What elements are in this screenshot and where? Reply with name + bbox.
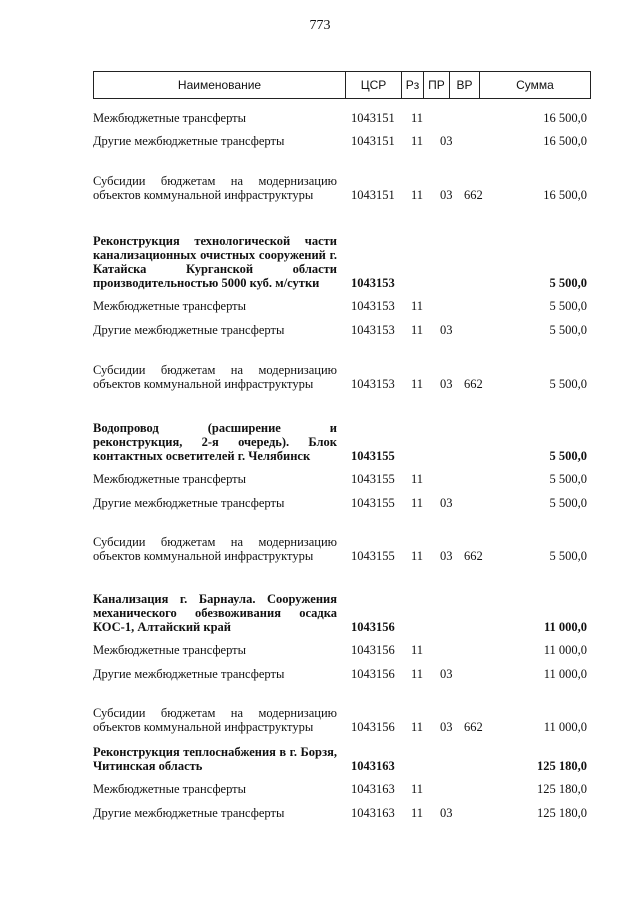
header-sum: Сумма xyxy=(516,78,554,92)
table-row xyxy=(93,149,591,203)
row-sum: 5 500,0 xyxy=(549,299,587,313)
row-sum: 5 500,0 xyxy=(549,323,587,337)
row-sum: 5 500,0 xyxy=(549,496,587,510)
row-name: Межбюджетные трансферты xyxy=(93,299,247,313)
row-pr: 03 xyxy=(440,667,453,681)
row-csr: 1043156 xyxy=(351,643,395,657)
row-rz: 11 xyxy=(411,667,424,681)
row-sum: 125 180,0 xyxy=(537,806,587,820)
row-name: Реконструкция технологической части канализационных очистных сооружений г. Катайска Курганской области производительностью 5000 куб. м/сутки xyxy=(93,234,337,290)
row-pr: 03 xyxy=(440,549,453,563)
row-csr: 1043156 xyxy=(351,667,395,681)
row-name: Реконструкция теплоснабжения в г. Борзя, Читинская область xyxy=(93,745,337,773)
row-csr: 1043153 xyxy=(351,299,395,313)
header-name: Наименование xyxy=(94,72,346,98)
row-sum: 11 000,0 xyxy=(543,720,587,734)
row-pr: 03 xyxy=(440,134,453,148)
row-csr: 1043151 xyxy=(351,188,395,202)
row-rz: 11 xyxy=(411,134,424,148)
row-sum: 5 500,0 xyxy=(549,276,587,290)
row-rz: 11 xyxy=(411,643,424,657)
row-rz: 11 xyxy=(411,782,424,796)
row-sum: 5 500,0 xyxy=(549,472,587,486)
table-row xyxy=(93,392,591,464)
row-sum: 5 500,0 xyxy=(549,449,587,463)
row-rz: 11 xyxy=(411,377,424,391)
table-row xyxy=(93,464,591,487)
row-sum: 11 000,0 xyxy=(543,643,587,657)
row-name: Субсидии бюджетам на модернизацию объектов коммунальной инфраструктуры xyxy=(93,706,337,734)
row-csr: 1043153 xyxy=(351,276,395,290)
row-csr: 1043151 xyxy=(351,111,395,125)
table-row xyxy=(93,635,591,658)
table-row xyxy=(93,314,591,338)
row-name: Межбюджетные трансферты xyxy=(93,111,247,125)
row-csr: 1043153 xyxy=(351,323,395,337)
row-name: Канализация г. Барнаула. Сооружения механического обезвоживания осадка КОС-1, Алтайский край xyxy=(93,592,337,634)
row-csr: 1043163 xyxy=(351,782,395,796)
row-vr: 662 xyxy=(464,720,483,734)
row-rz: 11 xyxy=(411,472,424,486)
row-sum: 11 000,0 xyxy=(543,620,587,634)
row-csr: 1043155 xyxy=(351,549,395,563)
row-csr: 1043155 xyxy=(351,496,395,510)
row-pr: 03 xyxy=(440,496,453,510)
row-sum: 5 500,0 xyxy=(549,377,587,391)
header-rz: Рз xyxy=(402,72,424,98)
row-name: Водопровод (расширение и реконструкция, 2-я очередь). Блок контактных осветителей г. Челябинск xyxy=(93,421,337,463)
row-rz: 11 xyxy=(411,496,424,510)
page-number: 773 xyxy=(309,18,331,33)
table-row xyxy=(93,487,591,511)
table-row xyxy=(93,126,591,149)
row-name: Другие межбюджетные трансферты xyxy=(93,134,285,148)
header-csr: ЦСР xyxy=(346,72,402,98)
row-name: Другие межбюджетные трансферты xyxy=(93,667,285,681)
row-rz: 11 xyxy=(411,549,424,563)
row-sum: 16 500,0 xyxy=(543,134,587,148)
row-rz: 11 xyxy=(411,299,424,313)
row-name: Межбюджетные трансферты xyxy=(93,472,247,486)
row-name: Субсидии бюджетам на модернизацию объектов коммунальной инфраструктуры xyxy=(93,174,337,202)
header-vr: ВР xyxy=(450,72,480,98)
table-row xyxy=(93,658,591,682)
row-vr: 662 xyxy=(464,188,483,202)
row-name: Другие межбюджетные трансферты xyxy=(93,323,285,337)
row-rz: 11 xyxy=(411,188,424,202)
row-csr: 1043156 xyxy=(351,620,395,634)
table-body xyxy=(93,104,591,821)
row-name: Субсидии бюджетам на модернизацию объектов коммунальной инфраструктуры xyxy=(93,535,337,563)
table-row xyxy=(93,797,591,821)
row-csr: 1043151 xyxy=(351,134,395,148)
row-pr: 03 xyxy=(440,323,453,337)
row-rz: 11 xyxy=(411,720,424,734)
row-name: Межбюджетные трансферты xyxy=(93,643,247,657)
row-sum: 16 500,0 xyxy=(543,188,587,202)
row-csr: 1043155 xyxy=(351,449,395,463)
row-name: Другие межбюджетные трансферты xyxy=(93,806,285,820)
row-sum: 16 500,0 xyxy=(543,111,587,125)
row-sum: 11 000,0 xyxy=(543,667,587,681)
table-row xyxy=(93,735,591,774)
row-vr: 662 xyxy=(464,549,483,563)
row-name: Субсидии бюджетам на модернизацию объектов коммунальной инфраструктуры xyxy=(93,363,337,391)
table-row xyxy=(93,682,591,735)
row-name: Межбюджетные трансферты xyxy=(93,782,247,796)
row-csr: 1043163 xyxy=(351,806,395,820)
table-row xyxy=(93,511,591,564)
row-rz: 11 xyxy=(411,323,424,337)
row-csr: 1043156 xyxy=(351,720,395,734)
row-csr: 1043163 xyxy=(351,759,395,773)
row-pr: 03 xyxy=(440,188,453,202)
row-sum: 125 180,0 xyxy=(537,782,587,796)
table-row xyxy=(93,338,591,392)
row-vr: 662 xyxy=(464,377,483,391)
row-pr: 03 xyxy=(440,806,453,820)
row-pr: 03 xyxy=(440,377,453,391)
table-row xyxy=(93,291,591,314)
row-rz: 11 xyxy=(411,111,424,125)
header-pr: ПР xyxy=(424,72,450,98)
row-csr: 1043153 xyxy=(351,377,395,391)
row-pr: 03 xyxy=(440,720,453,734)
row-sum: 5 500,0 xyxy=(549,549,587,563)
table-row xyxy=(93,203,591,291)
table-row xyxy=(93,104,591,126)
row-name: Другие межбюджетные трансферты xyxy=(93,496,285,510)
table-row xyxy=(93,774,591,797)
row-rz: 11 xyxy=(411,806,424,820)
row-csr: 1043155 xyxy=(351,472,395,486)
row-sum: 125 180,0 xyxy=(537,759,587,773)
table-row xyxy=(93,564,591,635)
table-header xyxy=(93,71,591,99)
